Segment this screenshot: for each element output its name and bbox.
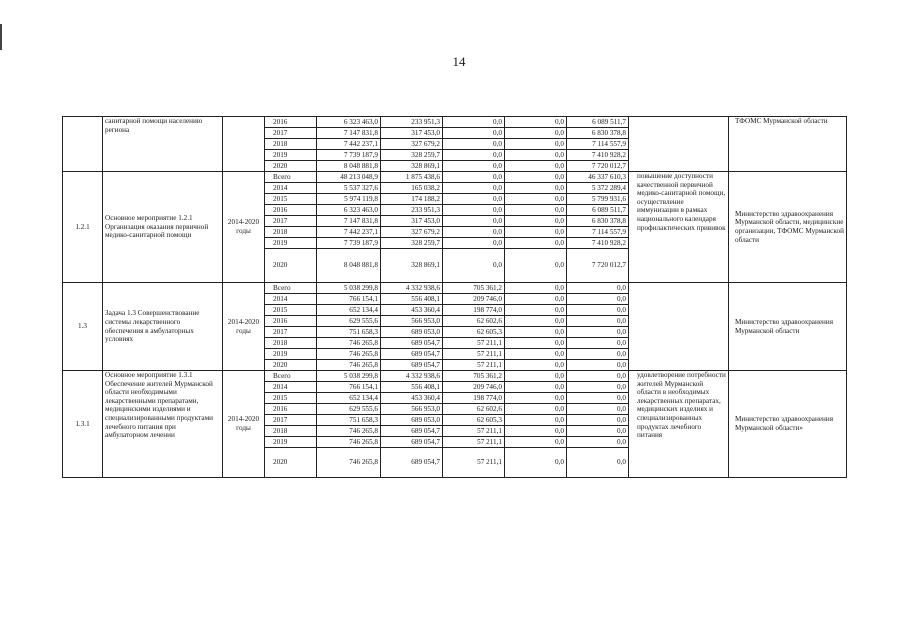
table-row [63, 172, 847, 183]
year-cell: 2018 [265, 426, 317, 437]
amount-cell: 327 679,2 [381, 139, 443, 150]
amount-cell: 62 605,3 [443, 327, 505, 338]
amount-cell: 1 875 438,6 [381, 172, 443, 183]
amount-cell: 705 361,2 [443, 371, 505, 382]
amount-cell: 8 048 881,8 [317, 249, 381, 283]
amount-cell: 4 332 938,6 [381, 283, 443, 294]
amount-cell: 0,0 [505, 316, 567, 327]
amount-cell: 6 323 463,0 [317, 205, 381, 216]
amount-cell: 5 974 119,8 [317, 194, 381, 205]
amount-cell: 766 154,1 [317, 382, 381, 393]
item-code [63, 117, 103, 172]
amount-cell: 0,0 [505, 448, 567, 478]
year-cell: 2017 [265, 327, 317, 338]
amount-cell: 209 746,0 [443, 294, 505, 305]
table-row [63, 283, 847, 294]
amount-cell: 0,0 [567, 393, 629, 404]
amount-cell: 0,0 [443, 249, 505, 283]
amount-cell: 57 211,1 [443, 349, 505, 360]
amount-cell: 4 332 938,6 [381, 371, 443, 382]
amount-cell: 0,0 [505, 161, 567, 172]
year-cell: 2020 [265, 161, 317, 172]
year-cell: 2015 [265, 305, 317, 316]
amount-cell: 746 265,8 [317, 437, 381, 448]
amount-cell: 48 213 048,9 [317, 172, 381, 183]
amount-cell: 0,0 [505, 249, 567, 283]
executor: Министерство здравоохранения Мурманской области» [729, 371, 847, 478]
amount-cell: 705 361,2 [443, 283, 505, 294]
amount-cell: 0,0 [505, 294, 567, 305]
item-name: Основное мероприятие 1.3.1 Обеспечение жителей Мурманской области необходимыми лекарственными препаратами, медицинскими изделиями и специализированными продуктами лечебного питания при амбулаторном лечении [103, 371, 223, 478]
year-cell: 2020 [265, 249, 317, 283]
amount-cell: 165 038,2 [381, 183, 443, 194]
expected-result: повышение доступности качественной первичной медико-санитарной помощи, осуществление иммунизации в рамках национального календаря профилактических прививок [629, 172, 729, 283]
amount-cell: 317 453,0 [381, 128, 443, 139]
executor: ТФОМС Мурманской области [729, 117, 847, 172]
year-cell: 2020 [265, 360, 317, 371]
year-cell: 2017 [265, 128, 317, 139]
amount-cell: 0,0 [505, 150, 567, 161]
amount-cell: 0,0 [443, 117, 505, 128]
item-period [223, 117, 265, 172]
amount-cell: 7 442 237,1 [317, 139, 381, 150]
amount-cell: 0,0 [505, 172, 567, 183]
amount-cell: 0,0 [505, 227, 567, 238]
expected-result [629, 117, 729, 172]
item-name: Основное мероприятие 1.2.1 Организация оказания первичной медико-санитарной помощи [103, 172, 223, 283]
amount-cell: 0,0 [505, 371, 567, 382]
page-number: 14 [452, 54, 466, 69]
amount-cell: 751 658,3 [317, 415, 381, 426]
amount-cell: 0,0 [443, 216, 505, 227]
amount-cell: 209 746,0 [443, 382, 505, 393]
amount-cell: 689 054,7 [381, 338, 443, 349]
amount-cell: 746 265,8 [317, 338, 381, 349]
amount-cell: 0,0 [567, 349, 629, 360]
amount-cell: 62 602,6 [443, 316, 505, 327]
year-cell: 2018 [265, 338, 317, 349]
table-row [63, 371, 847, 382]
amount-cell: 0,0 [567, 415, 629, 426]
amount-cell: 0,0 [567, 448, 629, 478]
year-cell: 2015 [265, 393, 317, 404]
amount-cell: 0,0 [443, 238, 505, 249]
program-funding-table [62, 116, 847, 478]
amount-cell: 5 799 931,6 [567, 194, 629, 205]
amount-cell: 0,0 [567, 360, 629, 371]
amount-cell: 566 953,0 [381, 316, 443, 327]
amount-cell: 689 054,7 [381, 360, 443, 371]
amount-cell: 0,0 [443, 139, 505, 150]
amount-cell: 0,0 [505, 205, 567, 216]
year-cell: 2019 [265, 150, 317, 161]
amount-cell: 0,0 [505, 437, 567, 448]
year-cell: 2016 [265, 404, 317, 415]
amount-cell: 5 038 299,8 [317, 371, 381, 382]
amount-cell: 0,0 [567, 404, 629, 415]
amount-cell: 57 211,1 [443, 437, 505, 448]
amount-cell: 689 054,7 [381, 437, 443, 448]
amount-cell: 57 211,1 [443, 426, 505, 437]
item-period: 2014-2020 годы [223, 371, 265, 478]
expected-result: удовлетворение потребности жителей Мурманской области в необходимых лекарственных препаратах, медицинских изделиях и специализированных продуктах лечебного питания [629, 371, 729, 478]
amount-cell: 0,0 [567, 437, 629, 448]
amount-cell: 7 739 187,9 [317, 150, 381, 161]
amount-cell: 566 953,0 [381, 404, 443, 415]
executor: Министерство здравоохранения Мурманской области [729, 283, 847, 371]
year-cell: Всего [265, 172, 317, 183]
amount-cell: 233 951,3 [381, 117, 443, 128]
amount-cell: 689 054,7 [381, 426, 443, 437]
item-period: 2014-2020 годы [223, 283, 265, 371]
amount-cell: 0,0 [443, 128, 505, 139]
amount-cell: 7 147 831,8 [317, 128, 381, 139]
amount-cell: 6 830 378,8 [567, 128, 629, 139]
amount-cell: 5 038 299,8 [317, 283, 381, 294]
executor: Министерство здравоохранения Мурманской области, медицинские организации, ТФОМС Мурманской области [729, 172, 847, 283]
amount-cell: 0,0 [505, 382, 567, 393]
amount-cell: 746 265,8 [317, 426, 381, 437]
amount-cell: 652 134,4 [317, 305, 381, 316]
amount-cell: 328 869,1 [381, 249, 443, 283]
amount-cell: 7 442 237,1 [317, 227, 381, 238]
amount-cell: 0,0 [567, 316, 629, 327]
amount-cell: 0,0 [443, 172, 505, 183]
year-cell: 2014 [265, 183, 317, 194]
amount-cell: 0,0 [443, 150, 505, 161]
amount-cell: 0,0 [505, 283, 567, 294]
amount-cell: 0,0 [567, 294, 629, 305]
item-code: 1.2.1 [63, 172, 103, 283]
amount-cell: 766 154,1 [317, 294, 381, 305]
amount-cell: 689 054,7 [381, 349, 443, 360]
amount-cell: 198 774,0 [443, 305, 505, 316]
amount-cell: 0,0 [567, 283, 629, 294]
amount-cell: 7 147 831,8 [317, 216, 381, 227]
amount-cell: 0,0 [505, 305, 567, 316]
year-cell: Всего [265, 283, 317, 294]
year-cell: 2019 [265, 238, 317, 249]
amount-cell: 0,0 [505, 183, 567, 194]
amount-cell: 7 720 012,7 [567, 161, 629, 172]
amount-cell: 0,0 [443, 227, 505, 238]
year-cell: 2017 [265, 415, 317, 426]
amount-cell: 5 372 289,4 [567, 183, 629, 194]
amount-cell: 0,0 [505, 128, 567, 139]
amount-cell: 689 053,0 [381, 415, 443, 426]
amount-cell: 7 410 928,2 [567, 150, 629, 161]
amount-cell: 8 048 881,8 [317, 161, 381, 172]
amount-cell: 746 265,8 [317, 349, 381, 360]
year-cell: 2014 [265, 382, 317, 393]
amount-cell: 0,0 [505, 349, 567, 360]
amount-cell: 746 265,8 [317, 448, 381, 478]
year-cell: 2016 [265, 205, 317, 216]
amount-cell: 6 323 463,0 [317, 117, 381, 128]
year-cell: 2019 [265, 349, 317, 360]
amount-cell: 0,0 [505, 139, 567, 150]
amount-cell: 7 114 557,9 [567, 139, 629, 150]
amount-cell: 453 360,4 [381, 305, 443, 316]
year-cell: 2014 [265, 294, 317, 305]
year-cell: Всего [265, 371, 317, 382]
amount-cell: 0,0 [505, 216, 567, 227]
amount-cell: 652 134,4 [317, 393, 381, 404]
amount-cell: 0,0 [443, 161, 505, 172]
year-cell: 2015 [265, 194, 317, 205]
amount-cell: 0,0 [567, 327, 629, 338]
item-code: 1.3 [63, 283, 103, 371]
amount-cell: 0,0 [505, 415, 567, 426]
amount-cell: 317 453,0 [381, 216, 443, 227]
amount-cell: 0,0 [567, 382, 629, 393]
year-cell: 2019 [265, 437, 317, 448]
amount-cell: 0,0 [505, 404, 567, 415]
amount-cell: 0,0 [505, 238, 567, 249]
item-name: Задача 1.3 Совершенствование системы лекарственного обеспечения в амбулаторных условиях [103, 283, 223, 371]
amount-cell: 57 211,1 [443, 360, 505, 371]
item-period: 2014-2020 годы [223, 172, 265, 283]
expected-result [629, 283, 729, 371]
amount-cell: 174 188,2 [381, 194, 443, 205]
table-row [63, 117, 847, 128]
amount-cell: 328 259,7 [381, 238, 443, 249]
year-cell: 2018 [265, 227, 317, 238]
amount-cell: 46 337 610,3 [567, 172, 629, 183]
amount-cell: 0,0 [567, 426, 629, 437]
amount-cell: 746 265,8 [317, 360, 381, 371]
amount-cell: 233 951,3 [381, 205, 443, 216]
scan-margin-mark [0, 24, 2, 50]
amount-cell: 0,0 [505, 393, 567, 404]
amount-cell: 0,0 [505, 194, 567, 205]
amount-cell: 0,0 [443, 205, 505, 216]
amount-cell: 7 114 557,9 [567, 227, 629, 238]
amount-cell: 0,0 [443, 183, 505, 194]
amount-cell: 7 739 187,9 [317, 238, 381, 249]
amount-cell: 689 053,0 [381, 327, 443, 338]
amount-cell: 0,0 [505, 426, 567, 437]
amount-cell: 7 410 928,2 [567, 238, 629, 249]
amount-cell: 6 089 511,7 [567, 205, 629, 216]
amount-cell: 6 830 378,8 [567, 216, 629, 227]
amount-cell: 0,0 [505, 327, 567, 338]
amount-cell: 328 869,1 [381, 161, 443, 172]
amount-cell: 629 555,6 [317, 404, 381, 415]
item-name: санитарной помощи населению региона [103, 117, 223, 172]
amount-cell: 57 211,1 [443, 338, 505, 349]
year-cell: 2020 [265, 448, 317, 478]
year-cell: 2016 [265, 117, 317, 128]
amount-cell: 629 555,6 [317, 316, 381, 327]
amount-cell: 0,0 [505, 338, 567, 349]
amount-cell: 5 537 327,6 [317, 183, 381, 194]
amount-cell: 0,0 [567, 338, 629, 349]
amount-cell: 556 408,1 [381, 382, 443, 393]
amount-cell: 327 679,2 [381, 227, 443, 238]
amount-cell: 0,0 [567, 371, 629, 382]
amount-cell: 556 408,1 [381, 294, 443, 305]
amount-cell: 62 605,3 [443, 415, 505, 426]
amount-cell: 453 360,4 [381, 393, 443, 404]
item-code: 1.3.1 [63, 371, 103, 478]
amount-cell: 0,0 [567, 305, 629, 316]
amount-cell: 6 089 511,7 [567, 117, 629, 128]
amount-cell: 751 658,3 [317, 327, 381, 338]
year-cell: 2018 [265, 139, 317, 150]
year-cell: 2017 [265, 216, 317, 227]
amount-cell: 689 054,7 [381, 448, 443, 478]
amount-cell: 328 259,7 [381, 150, 443, 161]
amount-cell: 0,0 [505, 117, 567, 128]
year-cell: 2016 [265, 316, 317, 327]
amount-cell: 0,0 [443, 194, 505, 205]
amount-cell: 0,0 [505, 360, 567, 371]
amount-cell: 57 211,1 [443, 448, 505, 478]
amount-cell: 62 602,6 [443, 404, 505, 415]
amount-cell: 198 774,0 [443, 393, 505, 404]
amount-cell: 7 720 012,7 [567, 249, 629, 283]
